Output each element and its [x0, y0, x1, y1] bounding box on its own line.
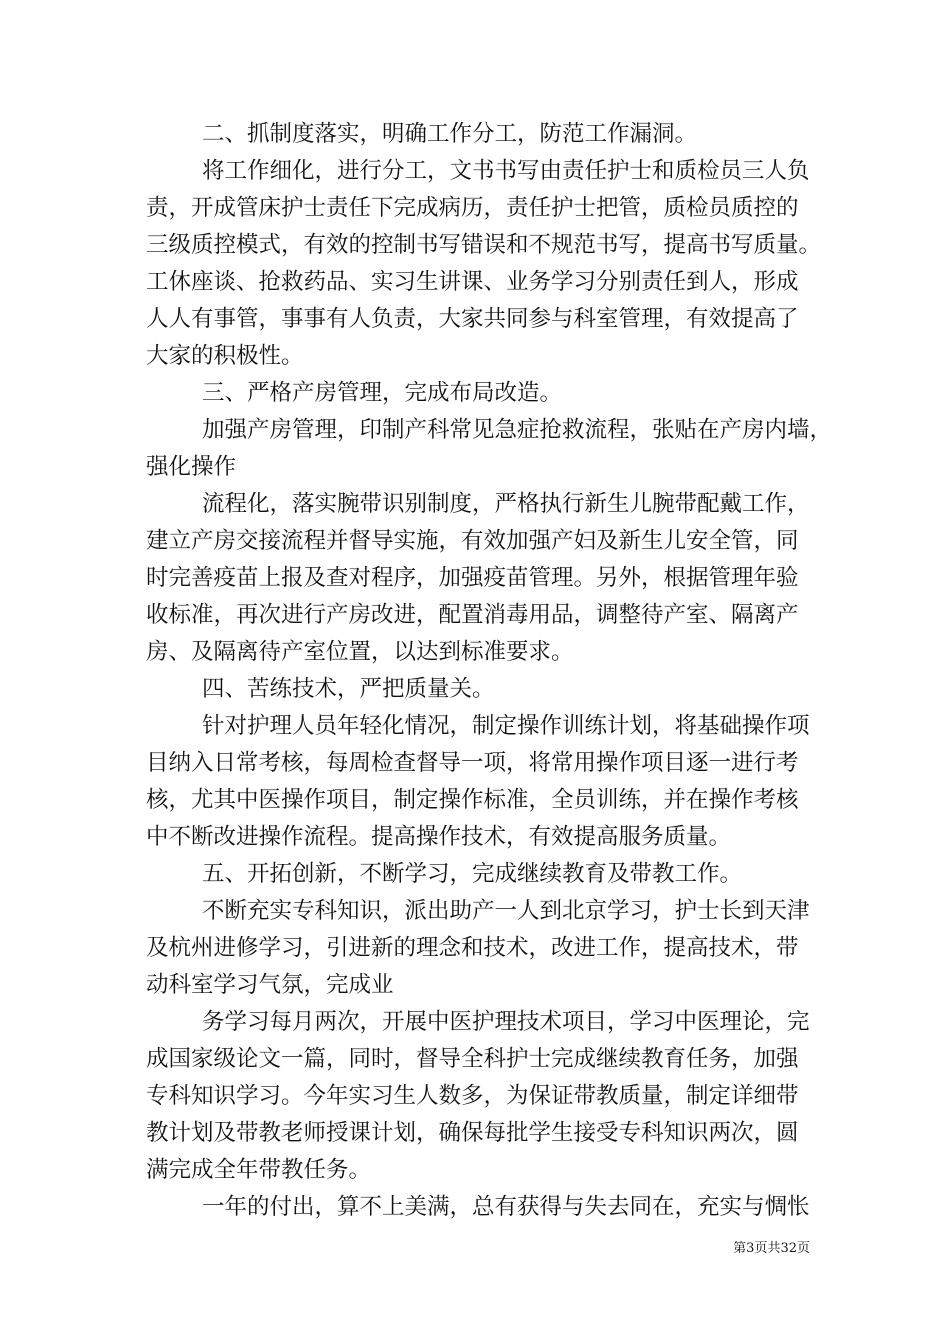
paragraph-line: 房、及隔离待产室位置，以达到标准要求。 [146, 639, 574, 665]
paragraph-line: 建立产房交接流程并督导实施，有效加强产妇及新生儿安全管，同 [146, 528, 799, 554]
paragraph-line: 时完善疫苗上报及查对程序，加强疫苗管理。另外，根据管理年验 [146, 565, 799, 591]
section-heading-5: 五、开拓创新，不断学习，完成继续教育及带教工作。 [202, 861, 743, 887]
paragraph-line: 人人有事管，事事有人负责，大家共同参与科室管理，有效提高了 [146, 306, 799, 332]
paragraph-line: 核，尤其中医操作项目，制定操作标准，全员训练，并在操作考核 [146, 787, 799, 813]
paragraph-line: 不断充实专科知识，派出助产一人到北京学习，护士长到天津 [202, 898, 810, 924]
section-heading-2: 二、抓制度落实，明确工作分工，防范工作漏洞。 [202, 121, 698, 147]
paragraph-line: 一年的付出，算不上美满，总有获得与失去同在，充实与惆怅 [202, 1194, 810, 1220]
paragraph-line: 三级质控模式，有效的控制书写错误和不规范书写，提高书写质量。 [146, 232, 822, 258]
paragraph-line: 满完成全年带教任务。 [146, 1157, 372, 1183]
paragraph-line: 加强产房管理，印制产科常见急症抢救流程，张贴在产房内墙， [202, 417, 833, 443]
paragraph-line: 收标准，再次进行产房改进，配置消毒用品，调整待产室、隔离产 [146, 602, 799, 628]
paragraph-line: 务学习每月两次，开展中医护理技术项目，学习中医理论，完 [202, 1009, 810, 1035]
page-number-footer: 第3页共32页 [733, 1241, 810, 1256]
paragraph-line: 中不断改进操作流程。提高操作技术，有效提高服务质量。 [146, 824, 732, 850]
paragraph-line: 专科知识学习。今年实习生人数多，为保证带教质量，制定详细带 [146, 1083, 799, 1109]
paragraph-line: 教计划及带教老师授课计划，确保每批学生接受专科知识两次，圆 [146, 1120, 799, 1146]
section-heading-4: 四、苦练技术，严把质量关。 [202, 676, 495, 702]
paragraph-line: 动科室学习气氛，完成业 [146, 972, 394, 998]
paragraph-line: 大家的积极性。 [146, 343, 304, 369]
paragraph-line: 强化操作 [146, 454, 237, 480]
paragraph-line: 流程化，落实腕带识别制度，严格执行新生儿腕带配戴工作， [202, 491, 810, 517]
paragraph-line: 将工作细化，进行分工，文书书写由责任护士和质检员三人负 [202, 158, 810, 184]
paragraph-line: 目纳入日常考核，每周检查督导一项，将常用操作项目逐一进行考 [146, 750, 799, 776]
paragraph-line: 责，开成管床护士责任下完成病历，责任护士把管，质检员质控的 [146, 195, 799, 221]
paragraph-line: 及杭州进修学习，引进新的理念和技术，改进工作，提高技术，带 [146, 935, 799, 961]
paragraph-line: 成国家级论文一篇，同时，督导全科护士完成继续教育任务，加强 [146, 1046, 799, 1072]
section-heading-3: 三、严格产房管理，完成布局改造。 [202, 380, 563, 406]
paragraph-line: 工休座谈、抢救药品、实习生讲课、业务学习分别责任到人，形成 [146, 269, 799, 295]
paragraph-line: 针对护理人员年轻化情况，制定操作训练计划，将基础操作项 [202, 713, 810, 739]
